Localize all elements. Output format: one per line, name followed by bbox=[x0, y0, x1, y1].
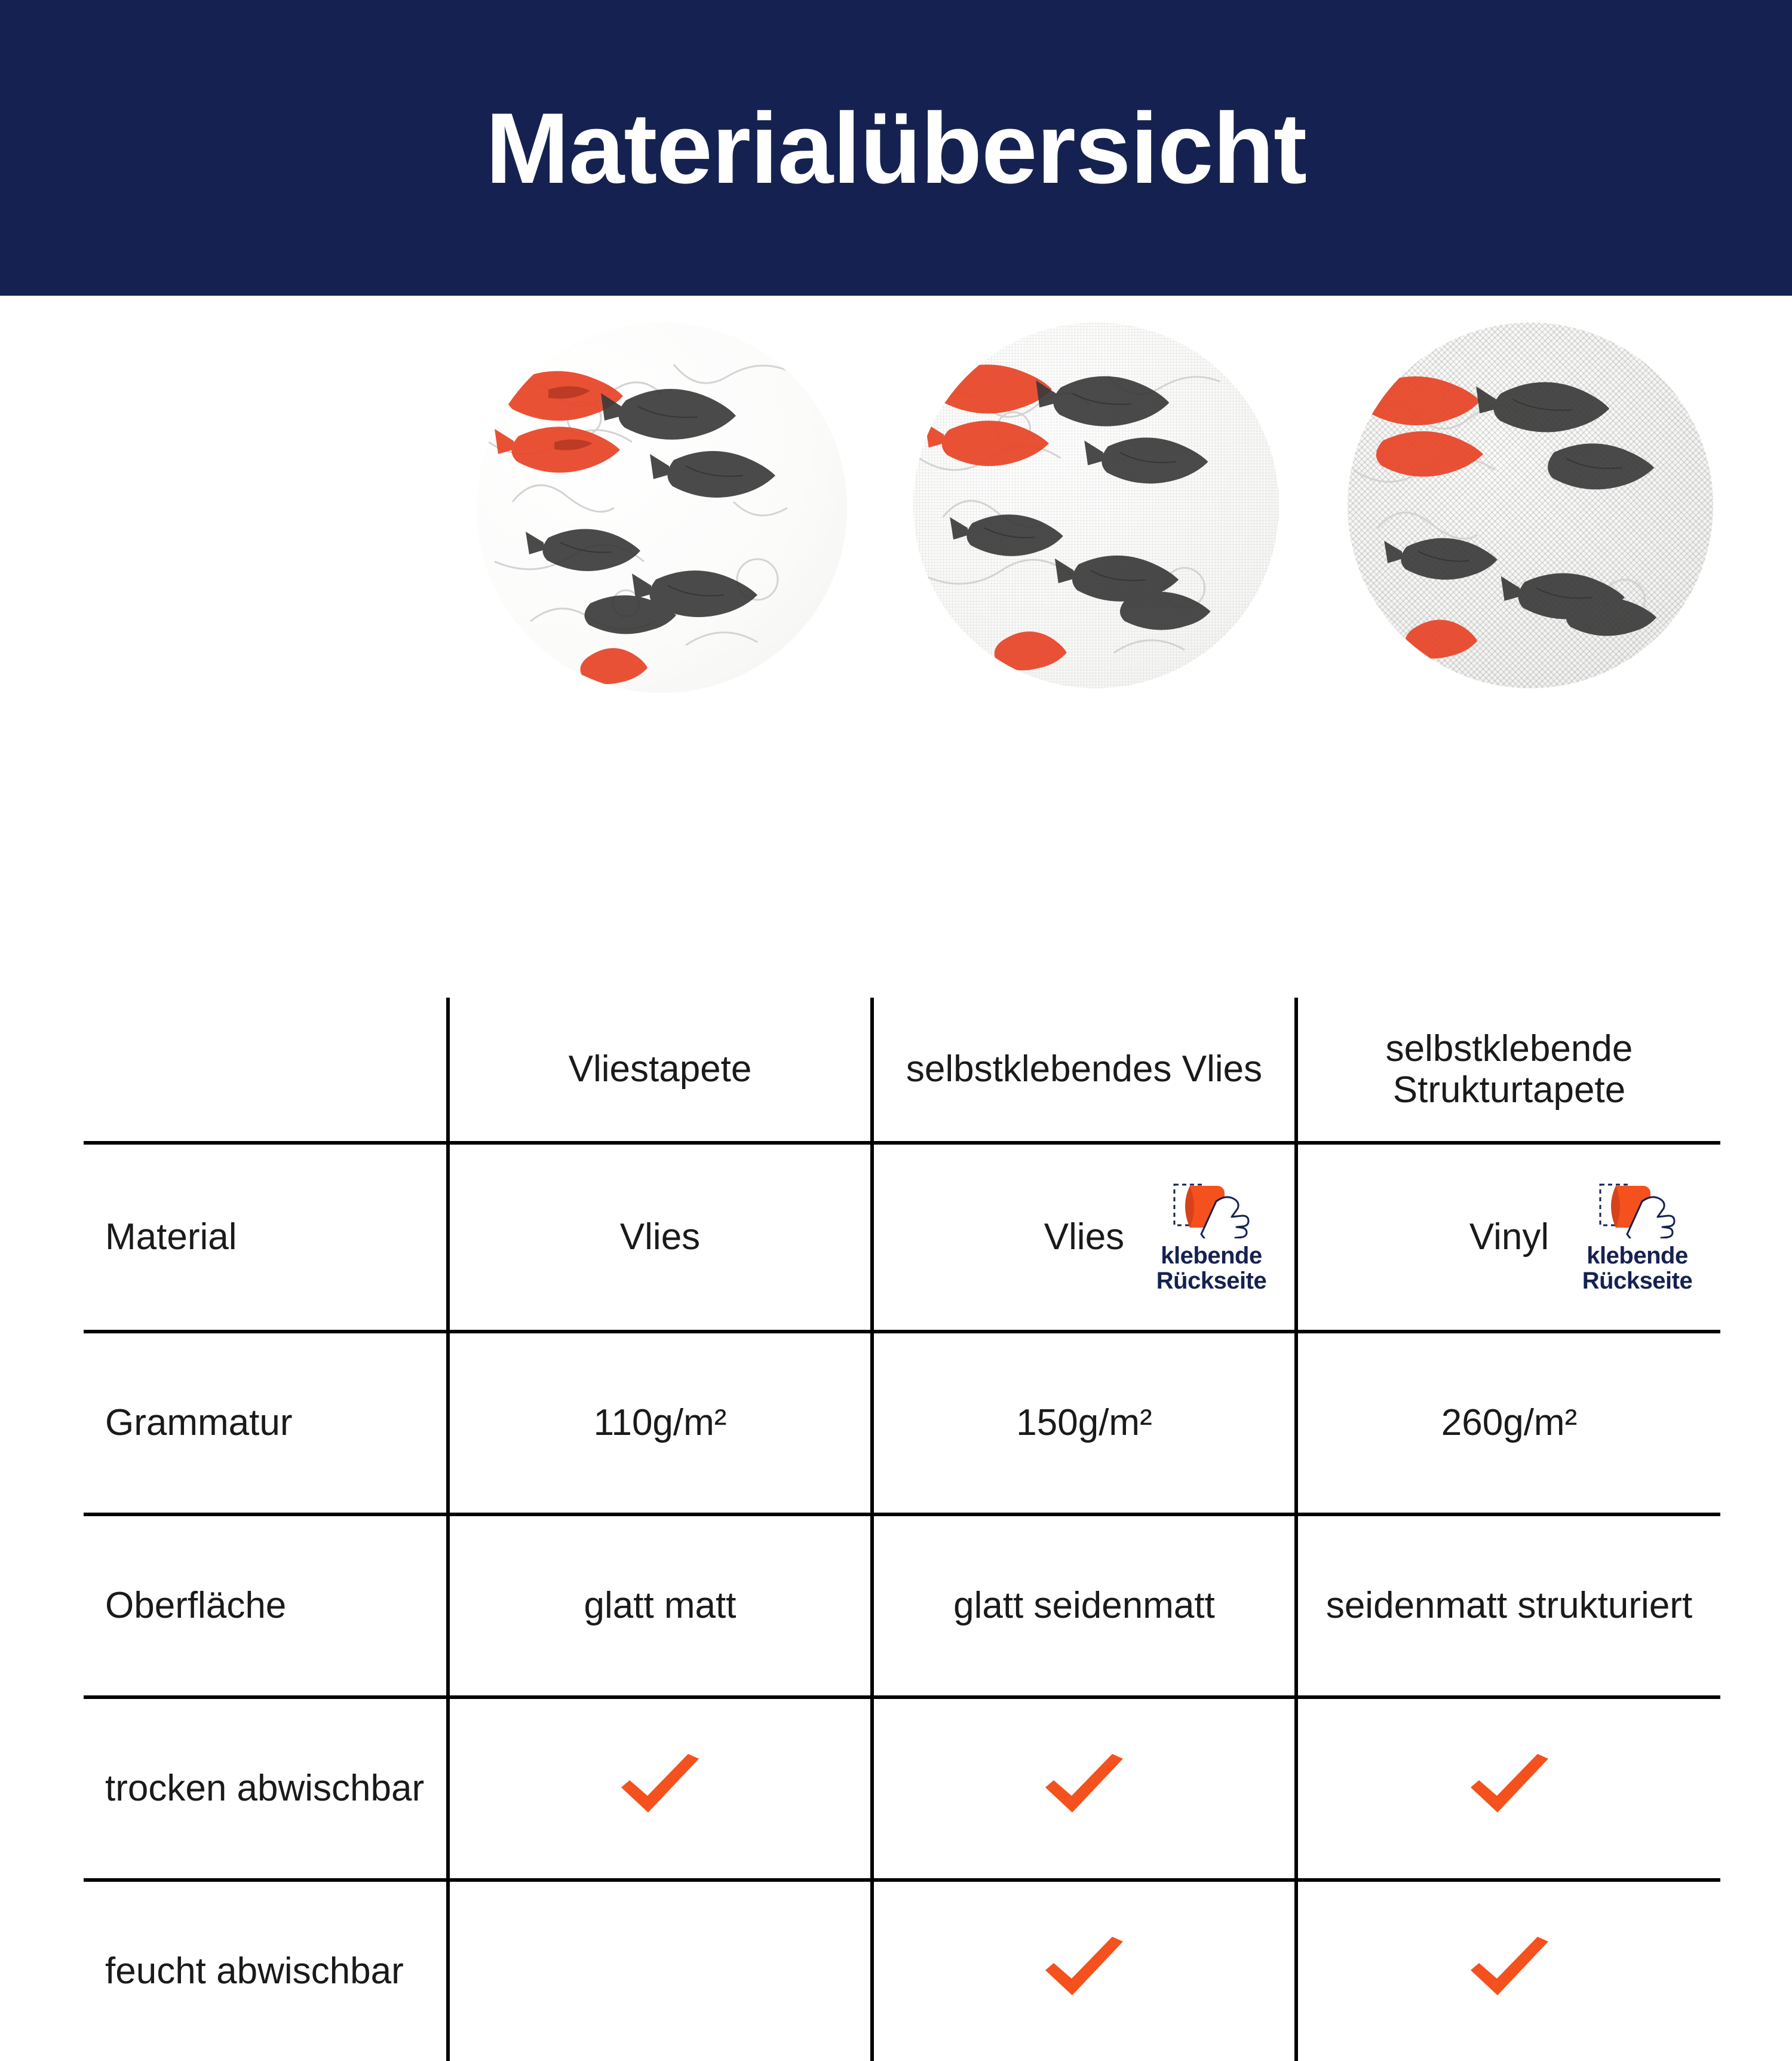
table-row bbox=[84, 1332, 1720, 1514]
row-label-text: Material bbox=[105, 1216, 237, 1258]
cell-oberflaeche-selbstklebende-strukturtapete bbox=[1296, 1514, 1720, 1697]
cell-material-selbstklebendes-vlies bbox=[872, 1143, 1296, 1332]
column-header-selbstklebendes-vlies bbox=[872, 998, 1296, 1143]
cell-material-vliestapete bbox=[448, 1143, 872, 1332]
badge-line-1: klebende bbox=[1587, 1243, 1688, 1269]
column-header-selbstklebende-strukturtapete bbox=[1296, 998, 1720, 1143]
koi-pattern-3 bbox=[1348, 323, 1713, 688]
cell-trocken-selbstklebende-strukturtapete bbox=[1296, 1697, 1720, 1880]
cell-value: Vinyl bbox=[1469, 1216, 1549, 1258]
adhesive-backing-badge bbox=[1137, 1181, 1286, 1293]
cell-value: glatt matt bbox=[584, 1584, 737, 1626]
cell-value: 150g/m² bbox=[1016, 1401, 1152, 1443]
swatch-cell-3 bbox=[1313, 323, 1747, 688]
adhesive-backing-icon bbox=[1172, 1181, 1251, 1238]
cell-trocken-selbstklebendes-vlies bbox=[872, 1697, 1296, 1880]
material-swatch-row bbox=[445, 323, 1747, 705]
row-label-material bbox=[84, 1143, 448, 1332]
cell-material-selbstklebende-strukturtapete bbox=[1296, 1143, 1720, 1332]
cell-value: Vlies bbox=[1044, 1216, 1125, 1258]
cell-value: glatt seidenmatt bbox=[953, 1584, 1215, 1626]
check-icon bbox=[1465, 1753, 1554, 1824]
table-row bbox=[84, 1143, 1720, 1332]
cell-grammatur-selbstklebendes-vlies bbox=[872, 1332, 1296, 1514]
row-label-oberflaeche bbox=[84, 1514, 448, 1697]
table-row bbox=[84, 1514, 1720, 1697]
swatch-cell-2 bbox=[879, 323, 1314, 688]
cell-grammatur-vliestapete bbox=[448, 1332, 872, 1514]
row-label-text: Oberfläche bbox=[105, 1584, 287, 1626]
badge-line-2: Rückseite bbox=[1156, 1268, 1267, 1294]
column-header-label: selbstklebendes Vlies bbox=[906, 1048, 1263, 1090]
adhesive-backing-badge bbox=[1563, 1181, 1712, 1293]
cell-trocken-vliestapete bbox=[448, 1697, 872, 1880]
swatch-selbstklebendes-vlies bbox=[913, 323, 1279, 688]
row-label-grammatur bbox=[84, 1332, 448, 1514]
table-corner-cell bbox=[84, 998, 448, 1143]
row-label-text: trocken abwischbar bbox=[105, 1767, 425, 1809]
page-title: Materialübersicht bbox=[485, 91, 1307, 204]
cell-feucht-selbstklebende-strukturtapete bbox=[1296, 1880, 1720, 2061]
cell-value: seidenmatt strukturiert bbox=[1325, 1584, 1693, 1626]
cell-grammatur-selbstklebende-strukturtapete bbox=[1296, 1332, 1720, 1514]
check-icon bbox=[1039, 1753, 1129, 1824]
cell-oberflaeche-selbstklebendes-vlies bbox=[872, 1514, 1296, 1697]
cell-feucht-vliestapete bbox=[448, 1880, 872, 2061]
check-icon bbox=[1039, 1936, 1129, 2007]
cell-feucht-selbstklebendes-vlies bbox=[872, 1880, 1296, 2061]
table-row bbox=[84, 1697, 1720, 1880]
row-label-text: feucht abwischbar bbox=[105, 1950, 404, 1992]
koi-pattern-2 bbox=[913, 323, 1279, 688]
check-icon bbox=[615, 1753, 705, 1824]
badge-line-2: Rückseite bbox=[1582, 1268, 1693, 1294]
cell-oberflaeche-vliestapete bbox=[448, 1514, 872, 1697]
table-row bbox=[84, 1880, 1720, 2061]
cell-value: 110g/m² bbox=[593, 1401, 727, 1443]
swatch-vliestapete bbox=[477, 323, 847, 693]
row-label-text: Grammatur bbox=[105, 1401, 293, 1443]
row-label-trocken-abwischbar bbox=[84, 1697, 448, 1880]
content-area bbox=[0, 296, 1792, 1992]
check-icon bbox=[1465, 1936, 1554, 2007]
swatch-selbstklebende-strukturtapete bbox=[1348, 323, 1713, 688]
swatch-cell-1 bbox=[445, 323, 879, 693]
column-header-label: Vliestapete bbox=[568, 1048, 752, 1090]
table-header-row bbox=[84, 998, 1720, 1143]
row-label-feucht-abwischbar bbox=[84, 1880, 448, 2061]
column-header-vliestapete bbox=[448, 998, 872, 1143]
cell-value: 260g/m² bbox=[1441, 1401, 1578, 1443]
adhesive-backing-icon bbox=[1598, 1181, 1677, 1238]
cell-value: Vlies bbox=[619, 1216, 701, 1258]
material-comparison-table bbox=[84, 998, 1720, 2061]
badge-line-1: klebende bbox=[1161, 1243, 1262, 1269]
page-header bbox=[0, 0, 1792, 296]
koi-pattern-1 bbox=[477, 323, 847, 693]
column-header-label: selbstklebende Strukturtapete bbox=[1385, 1028, 1633, 1111]
